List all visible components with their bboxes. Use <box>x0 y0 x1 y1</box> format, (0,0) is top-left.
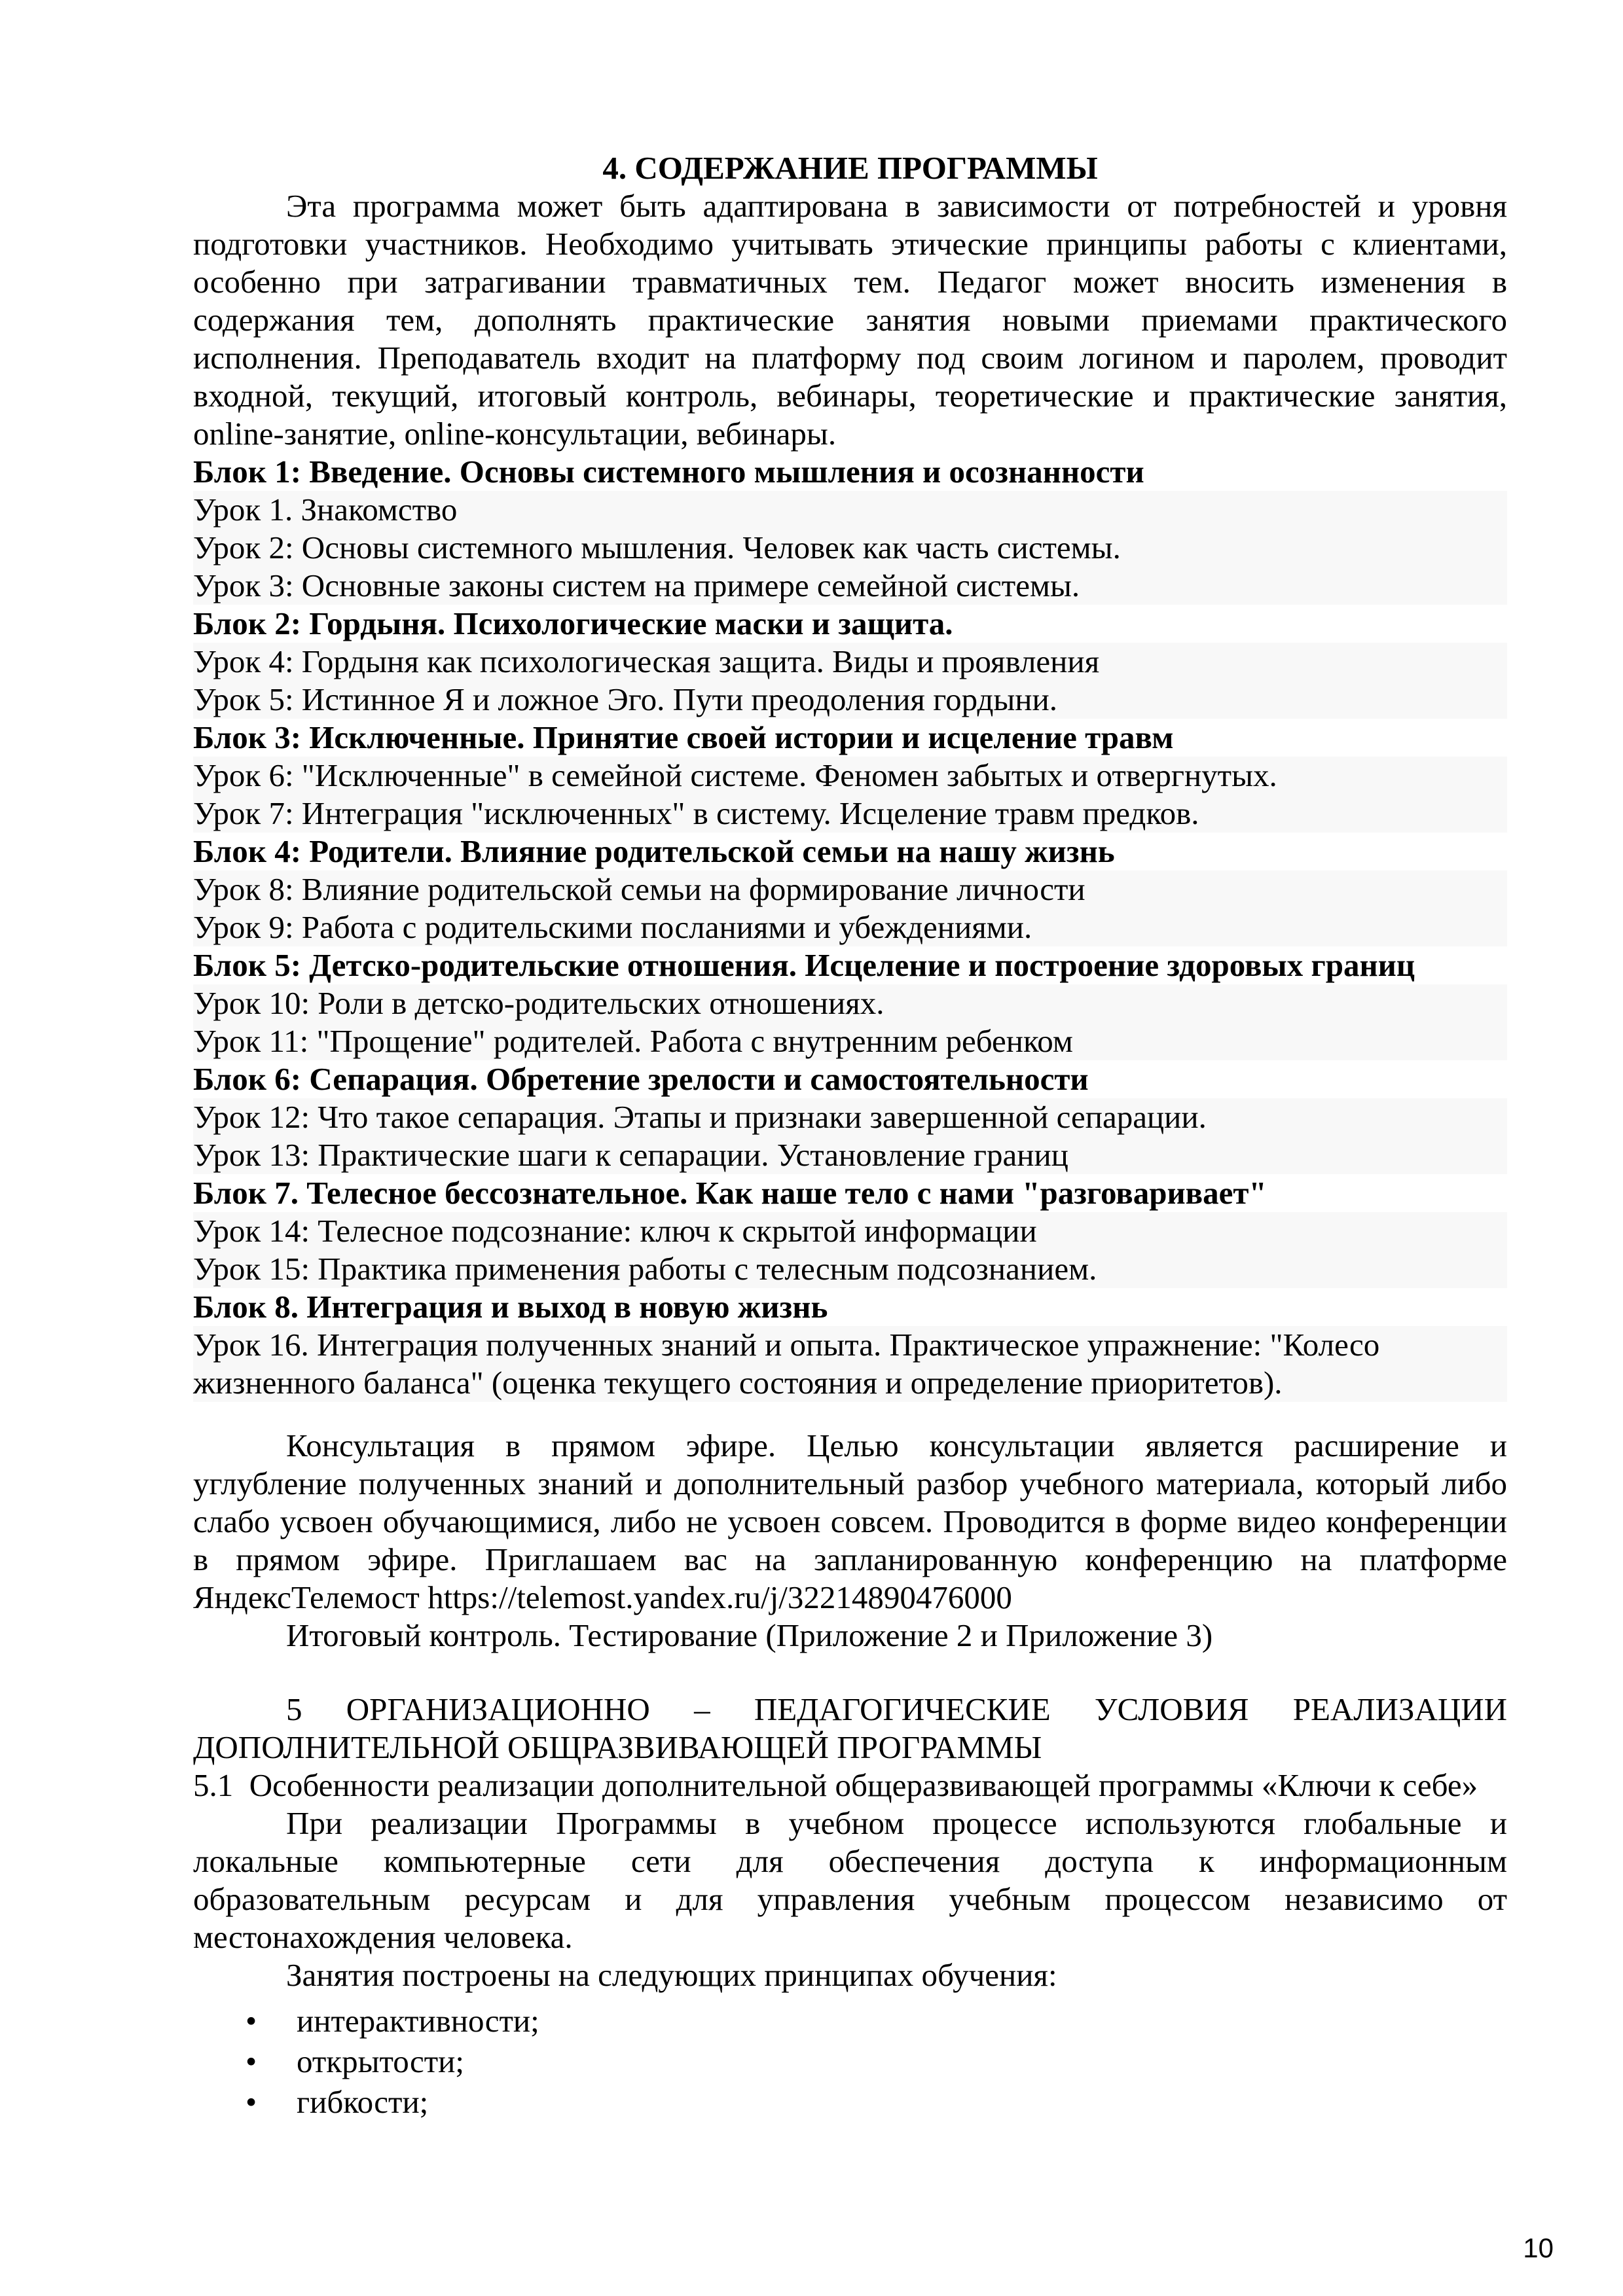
curriculum-block-heading: Блок 2: Гордыня. Психологические маски и защита. <box>193 605 953 641</box>
curriculum-lesson: Урок 11: "Прощение" родителей. Работа с внутренним ребенком <box>193 1022 1507 1060</box>
section5-heading <box>193 1691 1507 1767</box>
page-number: 10 <box>1523 2233 1554 2263</box>
curriculum-lesson: Урок 16. Интеграция полученных знаний и опыта. Практическое упражнение: "Колесо жизненного баланса" (оценка текущего состояния и определение приоритетов). <box>193 1326 1507 1402</box>
section5-paragraph <box>193 1804 1507 1956</box>
curriculum-list <box>193 453 1507 1402</box>
curriculum-lesson: Урок 14: Телесное подсознание: ключ к скрытой информации <box>193 1212 1507 1250</box>
text-line: местонахождения человека. <box>193 1919 573 1955</box>
principle-item: • гибкости; <box>193 2082 1507 2123</box>
curriculum-lesson: Урок 5: Истинное Я и ложное Эго. Пути преодоления гордыни. <box>193 681 1507 719</box>
text-line: При реализации Программы в учебном процессе используются глобальные и <box>286 1805 1507 1841</box>
final-control-line: Итоговый контроль. Тестирование (Приложение 2 и Приложение 3) <box>286 1617 1213 1653</box>
text-line: входной, текущий, итоговый контроль, вебинары, теоретические и практические занятия, <box>193 378 1507 414</box>
text-line: особенно при затрагивании травматичных тем. Педагог может вносить изменения в <box>193 264 1507 300</box>
curriculum-lesson: Урок 10: Роли в детско-родительских отношениях. <box>193 984 1507 1022</box>
text-line: Консультация в прямом эфире. Целью консультации является расширение и <box>286 1427 1507 1463</box>
page-title: 4. СОДЕРЖАНИЕ ПРОГРАММЫ <box>602 150 1098 186</box>
text-line: подготовки участников. Необходимо учитывать этические принципы работы с клиентами, <box>193 226 1507 262</box>
text-content <box>193 149 1507 2123</box>
curriculum-lesson: Урок 15: Практика применения работы с телесным подсознанием. <box>193 1250 1507 1288</box>
section5-subheading: 5.1 Особенности реализации дополнительной общеразвивающей программы «Ключи к себе» <box>193 1767 1478 1803</box>
principle-item: • открытости; <box>193 2041 1507 2082</box>
text-line: локальные компьютерные сети для обеспечения доступа к информационным <box>193 1843 1507 1879</box>
intro-paragraph <box>193 187 1507 453</box>
curriculum-lesson: Урок 2: Основы системного мышления. Человек как часть системы. <box>193 529 1507 567</box>
curriculum-lesson: Урок 6: "Исключенные" в семейной системе. Феномен забытых и отвергнутых. <box>193 757 1507 795</box>
curriculum-block-heading: Блок 5: Детско-родительские отношения. Исцеление и построение здоровых границ <box>193 947 1415 983</box>
text-line: содержания тем, дополнять практические занятия новыми приемами практического <box>193 302 1507 338</box>
curriculum-block-heading: Блок 4: Родители. Влияние родительской семьи на нашу жизнь <box>193 833 1115 869</box>
curriculum-block-heading: Блок 8. Интеграция и выход в новую жизнь <box>193 1289 828 1325</box>
curriculum-lesson: Урок 1. Знакомство <box>193 491 1507 529</box>
text-line: 5 ОРГАНИЗАЦИОННО – ПЕДАГОГИЧЕСКИЕ УСЛОВИЯ РЕАЛИЗАЦИИ <box>286 1691 1507 1727</box>
curriculum-lesson: Урок 8: Влияние родительской семьи на формирование личности <box>193 870 1507 908</box>
text-line: исполнения. Преподаватель входит на платформу под своим логином и паролем, проводит <box>193 340 1507 376</box>
principles-intro-line: Занятия построены на следующих принципах обучения: <box>286 1957 1057 1993</box>
text-line: Эта программа может быть адаптирована в зависимости от потребностей и уровня <box>286 188 1507 224</box>
principle-item: • интерактивности; <box>193 2001 1507 2041</box>
curriculum-lesson: Урок 12: Что такое сепарация. Этапы и признаки завершенной сепарации. <box>193 1098 1507 1136</box>
curriculum-lesson: Урок 3: Основные законы систем на примере семейной системы. <box>193 567 1507 605</box>
curriculum-block-heading: Блок 6: Сепарация. Обретение зрелости и самостоятельности <box>193 1061 1089 1097</box>
principles-list <box>193 2001 1507 2123</box>
text-line: в прямом эфире. Приглашаем вас на запланированную конференцию на платформе <box>193 1541 1507 1577</box>
curriculum-block-heading: Блок 3: Исключенные. Принятие своей истории и исцеление травм <box>193 719 1174 755</box>
curriculum-lesson: Урок 13: Практические шаги к сепарации. Установление границ <box>193 1136 1507 1174</box>
curriculum-lesson: Урок 9: Работа с родительскими посланиями и убеждениями. <box>193 908 1507 946</box>
curriculum-lesson: Урок 4: Гордыня как психологическая защита. Виды и проявления <box>193 643 1507 681</box>
curriculum-block-heading: Блок 7. Телесное бессознательное. Как наше тело с нами "разговаривает" <box>193 1175 1267 1211</box>
text-line: ЯндексТелемост https://telemost.yandex.ru/j/32214890476000 <box>193 1579 1012 1615</box>
curriculum-block-heading: Блок 1: Введение. Основы системного мышления и осознанности <box>193 454 1144 490</box>
text-line: слабо усвоен обучающимися, либо не усвоен совсем. Проводится в форме видео конференции <box>193 1503 1507 1539</box>
consultation-paragraph <box>193 1427 1507 1617</box>
text-line: online-занятие, online-консультации, вебинары. <box>193 416 837 452</box>
text-line: образовательным ресурсам и для управления учебным процессом независимо от <box>193 1881 1507 1917</box>
curriculum-lesson: Урок 7: Интеграция "исключенных" в систему. Исцеление травм предков. <box>193 795 1507 833</box>
text-line: ДОПОЛНИТЕЛЬНОЙ ОБЩРАЗВИВАЮЩЕЙ ПРОГРАММЫ <box>193 1729 1042 1765</box>
text-line: углубление полученных знаний и дополнительный разбор учебного материала, который либо <box>193 1465 1507 1501</box>
